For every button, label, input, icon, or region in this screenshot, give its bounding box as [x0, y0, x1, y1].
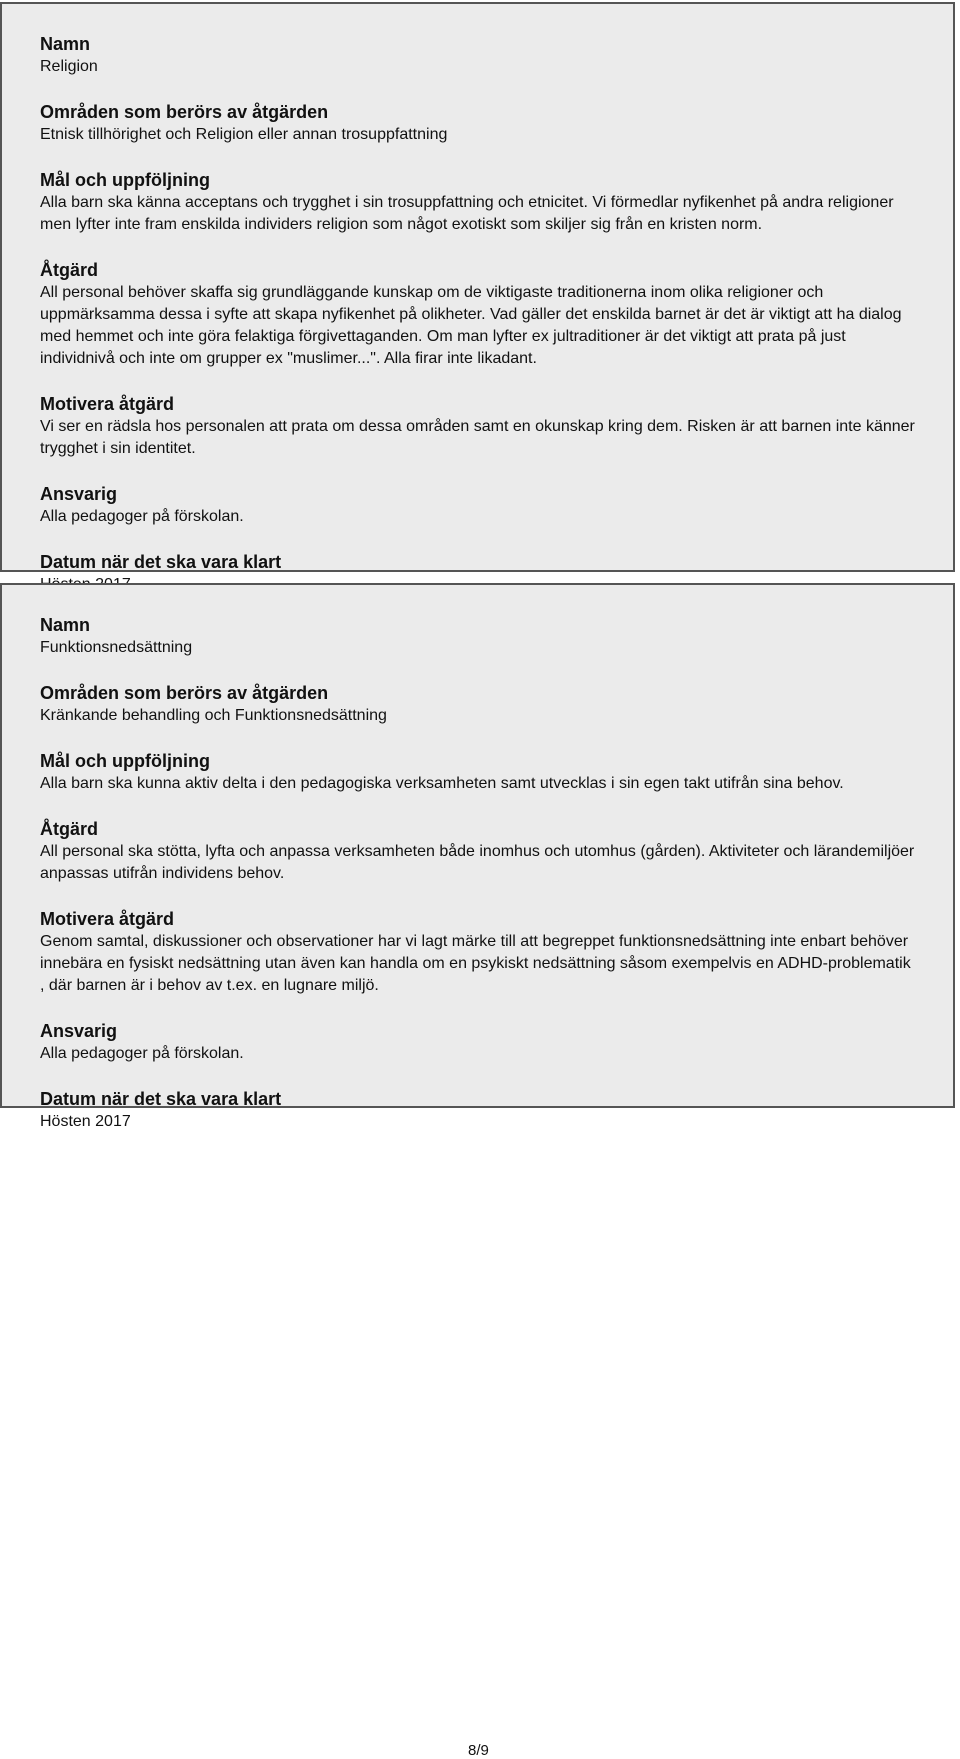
field-mal — [40, 749, 915, 795]
field-value-atgard: All personal ska stötta, lyfta och anpassa verksamheten både inomhus och utomhus (gården). Aktiviteter och lärandemiljöer anpassas utifrån individens behov. — [40, 843, 915, 882]
field-mal — [40, 168, 915, 236]
field-value-atgard: All personal behöver skaffa sig grundläggande kunskap om de viktigaste traditionerna inom olika religioner och uppmärksamma dessa i syfte att skapa nyfikenhet på olikheter. Vad gäller det enskilda barnet är det är viktigt att ha dialog med hemmet och inte göra felaktiga förgivettaganden. Om man lyfter ex jultraditioner är det viktigt att prata på just individnivå och inte om grupper ex "muslimer...". Alla firar inte likadant. — [40, 284, 902, 367]
field-value-omraden: Kränkande behandling och Funktionsnedsättning — [40, 707, 387, 724]
field-label-mal: Mål och uppföljning — [40, 751, 210, 771]
field-label-atgard: Åtgärd — [40, 819, 98, 839]
field-value-motivera: Genom samtal, diskussioner och observationer har vi lagt märke till att begreppet funktionsnedsättning inte enbart behöver innebära en fysiskt nedsättning utan även kan handla om en psykiskt nedsättning såsom exempelvis en ADHD-problematik , där barnen är i behov av t.ex. en lugnare miljö. — [40, 933, 911, 994]
field-label-motivera: Motivera åtgärd — [40, 909, 175, 929]
field-label-omraden: Områden som berörs av åtgärden — [40, 683, 329, 703]
field-namn — [40, 613, 915, 659]
field-label-mal: Mål och uppföljning — [40, 170, 210, 190]
field-label-datum: Datum när det ska vara klart — [40, 552, 282, 572]
field-value-namn: Religion — [40, 58, 98, 75]
field-label-ansvarig: Ansvarig — [40, 1021, 118, 1041]
field-motivera — [40, 907, 915, 997]
field-datum — [40, 1087, 915, 1133]
page-number: 8/9 — [468, 1742, 489, 1759]
action-card-religion — [0, 2, 955, 572]
field-value-mal: Alla barn ska känna acceptans och trygghet i sin trosuppfattning och etnicitet. Vi förmedlar nyfikenhet på andra religioner men lyfter inte fram enskilda individers religion som något exotiskt som skiljer sig från en kristen norm. — [40, 194, 894, 233]
field-label-datum: Datum när det ska vara klart — [40, 1089, 282, 1109]
field-label-namn: Namn — [40, 615, 91, 635]
field-atgard — [40, 817, 915, 885]
field-value-ansvarig: Alla pedagoger på förskolan. — [40, 1045, 244, 1062]
field-value-namn: Funktionsnedsättning — [40, 639, 193, 656]
field-namn — [40, 32, 915, 78]
field-omraden — [40, 100, 915, 146]
field-label-ansvarig: Ansvarig — [40, 484, 118, 504]
field-value-omraden: Etnisk tillhörighet och Religion eller annan trosuppfattning — [40, 126, 448, 143]
field-omraden — [40, 681, 915, 727]
field-label-namn: Namn — [40, 34, 91, 54]
field-label-motivera: Motivera åtgärd — [40, 394, 175, 414]
field-atgard — [40, 258, 915, 370]
field-label-atgard: Åtgärd — [40, 260, 98, 280]
field-value-ansvarig: Alla pedagoger på förskolan. — [40, 508, 244, 525]
field-value-mal: Alla barn ska kunna aktiv delta i den pedagogiska verksamheten samt utvecklas i sin egen takt utifrån sina behov. — [40, 775, 844, 792]
field-value-motivera: Vi ser en rädsla hos personalen att prata om dessa områden samt en okunskap kring dem. Risken är att barnen inte känner trygghet i sin identitet. — [40, 418, 915, 457]
action-card-funktionsnedsattning — [0, 583, 955, 1130]
field-ansvarig — [40, 482, 915, 528]
field-label-omraden: Områden som berörs av åtgärden — [40, 102, 329, 122]
field-motivera — [40, 392, 915, 460]
field-ansvarig — [40, 1019, 915, 1065]
field-value-datum: Hösten 2017 — [40, 1113, 131, 1130]
